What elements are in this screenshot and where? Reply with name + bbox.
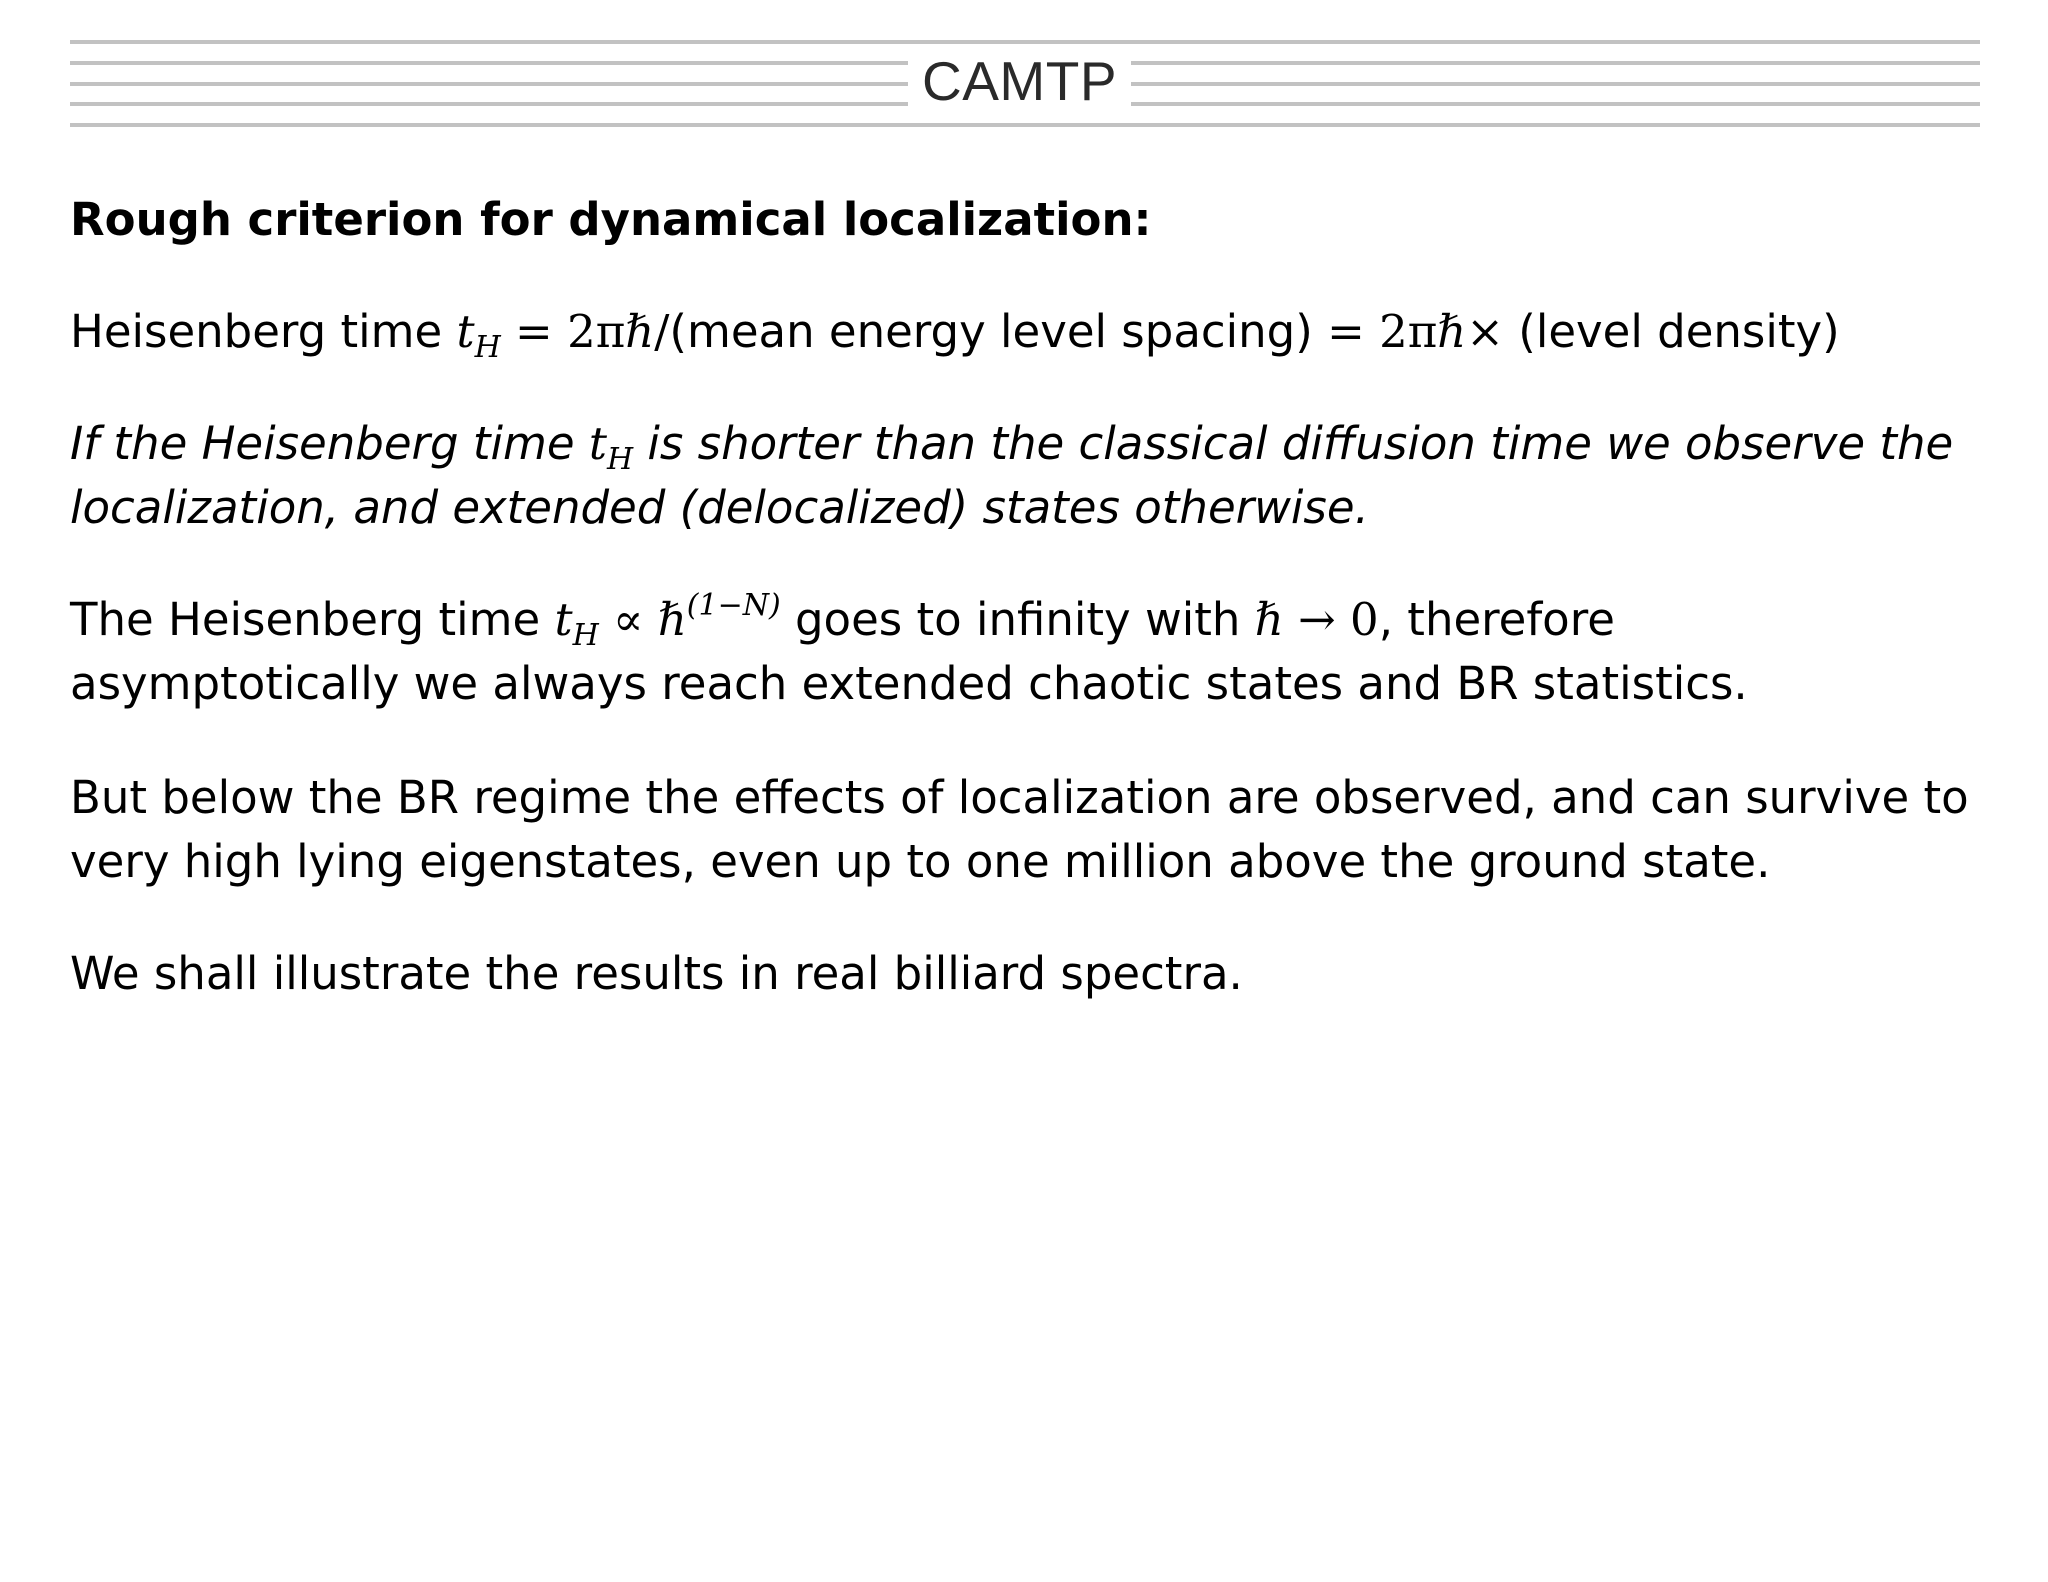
paragraph-heisenberg-time [70,300,1995,364]
p3-middle: goes to infinity with [780,593,1255,646]
p3-line2: asymptotically we always reach extended chaotic states and BR statistics. [70,657,1748,710]
math-t-h: $t_H$ [588,417,634,477]
p1-middle: (mean energy level spacing) [669,305,1313,358]
paragraph-below-br-regime [70,766,1995,894]
p2-prefix: If the Heisenberg time [70,417,589,470]
p2-line2: localization, and extended (delocalized) states otherwise. [70,481,1369,534]
camtp-logo: CAMTP [908,47,1131,115]
slide-heading: Rough criterion for dynamical localization: [70,193,1152,246]
math-equals-2pi-hbar-times: = 2πℏ× [1312,305,1519,358]
p3-suffix-line1: , therefore [1378,593,1615,646]
math-hbar-to-zero: ℏ → 0 [1254,593,1379,646]
p4-line2: very high lying eigenstates, even up to one million above the ground state. [70,835,1771,888]
p3-prefix: The Heisenberg time [70,593,555,646]
math-equals-2pi-hbar: = 2πℏ/ [500,305,670,358]
paragraph-illustration: We shall illustrate the results in real billiard spectra. [70,947,1243,1000]
header-rule [70,123,1980,127]
p4-line1: But below the BR regime the effects of localization are observed, and can survive to [70,771,1969,824]
header-rule [70,40,1980,44]
p2-suffix-line1: is shorter than the classical diffusion time we observe the [633,417,1954,470]
header [70,38,1980,134]
math-t-h-proportional: $t_H$ ∝ ℏ$^{(1-N)}$ [554,588,781,653]
p1-suffix: (level density) [1518,305,1840,358]
paragraph-criterion-statement [70,412,1995,540]
paragraph-asymptotic-limit [70,588,1995,716]
math-t-h: $t_H$ [456,305,501,365]
p1-prefix: Heisenberg time [70,305,457,358]
